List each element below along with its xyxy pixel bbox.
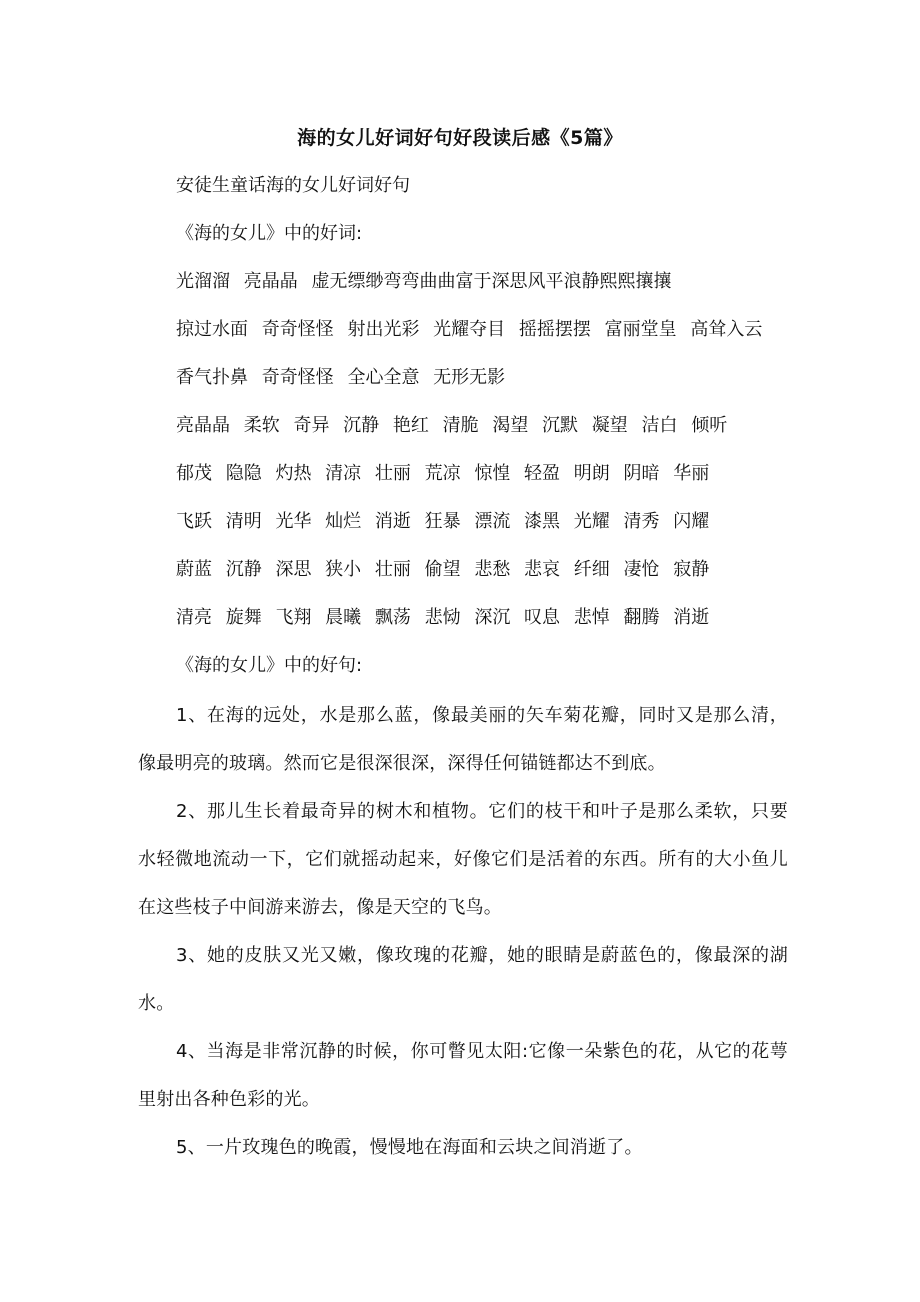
- word-line: 飞跃 清明 光华 灿烂 消逝 狂暴 漂流 漆黑 光耀 清秀 闪耀: [176, 511, 710, 532]
- sentence-paragraph: 1、在海的远处，水是那么蓝，像最美丽的矢车菊花瓣，同时又是那么清，像最明亮的玻璃。然而它是很深很深，深得任何锚链都达不到底。: [138, 705, 788, 774]
- sentence-paragraph: 3、她的皮肤又光又嫩，像玫瑰的花瓣，她的眼睛是蔚蓝色的，像最深的湖水。: [138, 945, 788, 1014]
- sentence-paragraph: 2、那儿生长着最奇异的树木和植物。它们的枝干和叶子是那么柔软，只要水轻微地流动一下，它们就摇动起来，好像它们是活着的东西。所有的大小鱼儿在这些枝子中间游来游去，像是天空的飞鸟。: [138, 801, 788, 918]
- document-title: 海的女儿好词好句好段读后感《5篇》: [297, 127, 623, 149]
- subtitle: 安徒生童话海的女儿好词好句: [176, 175, 410, 196]
- word-line: 亮晶晶 柔软 奇异 沉静 艳红 清脆 渴望 沉默 凝望 洁白 倾听: [176, 415, 728, 436]
- good-sentences-heading: 《海的女儿》中的好句:: [176, 655, 363, 676]
- sentence-paragraph: 5、一片玫瑰色的晚霞，慢慢地在海面和云块之间消逝了。: [176, 1137, 643, 1158]
- word-line: 蔚蓝 沉静 深思 狭小 壮丽 偷望 悲愁 悲哀 纤细 凄怆 寂静: [176, 559, 710, 580]
- word-line: 掠过水面 奇奇怪怪 射出光彩 光耀夺目 摇摇摆摆 富丽堂皇 高耸入云: [176, 319, 763, 340]
- word-line: 香气扑鼻 奇奇怪怪 全心全意 无形无影: [176, 367, 506, 388]
- word-line: 光溜溜 亮晶晶 虚无缥缈弯弯曲曲富于深思风平浪静熙熙攘攘: [176, 271, 672, 292]
- good-words-heading: 《海的女儿》中的好词:: [176, 223, 363, 244]
- word-line: 清亮 旋舞 飞翔 晨曦 飘荡 悲恸 深沉 叹息 悲悼 翻腾 消逝: [176, 607, 710, 628]
- word-line: 郁茂 隐隐 灼热 清凉 壮丽 荒凉 惊惶 轻盈 明朗 阴暗 华丽: [176, 463, 710, 484]
- sentence-paragraph: 4、当海是非常沉静的时候，你可瞥见太阳:它像一朵紫色的花，从它的花萼里射出各种色彩的光。: [138, 1041, 788, 1110]
